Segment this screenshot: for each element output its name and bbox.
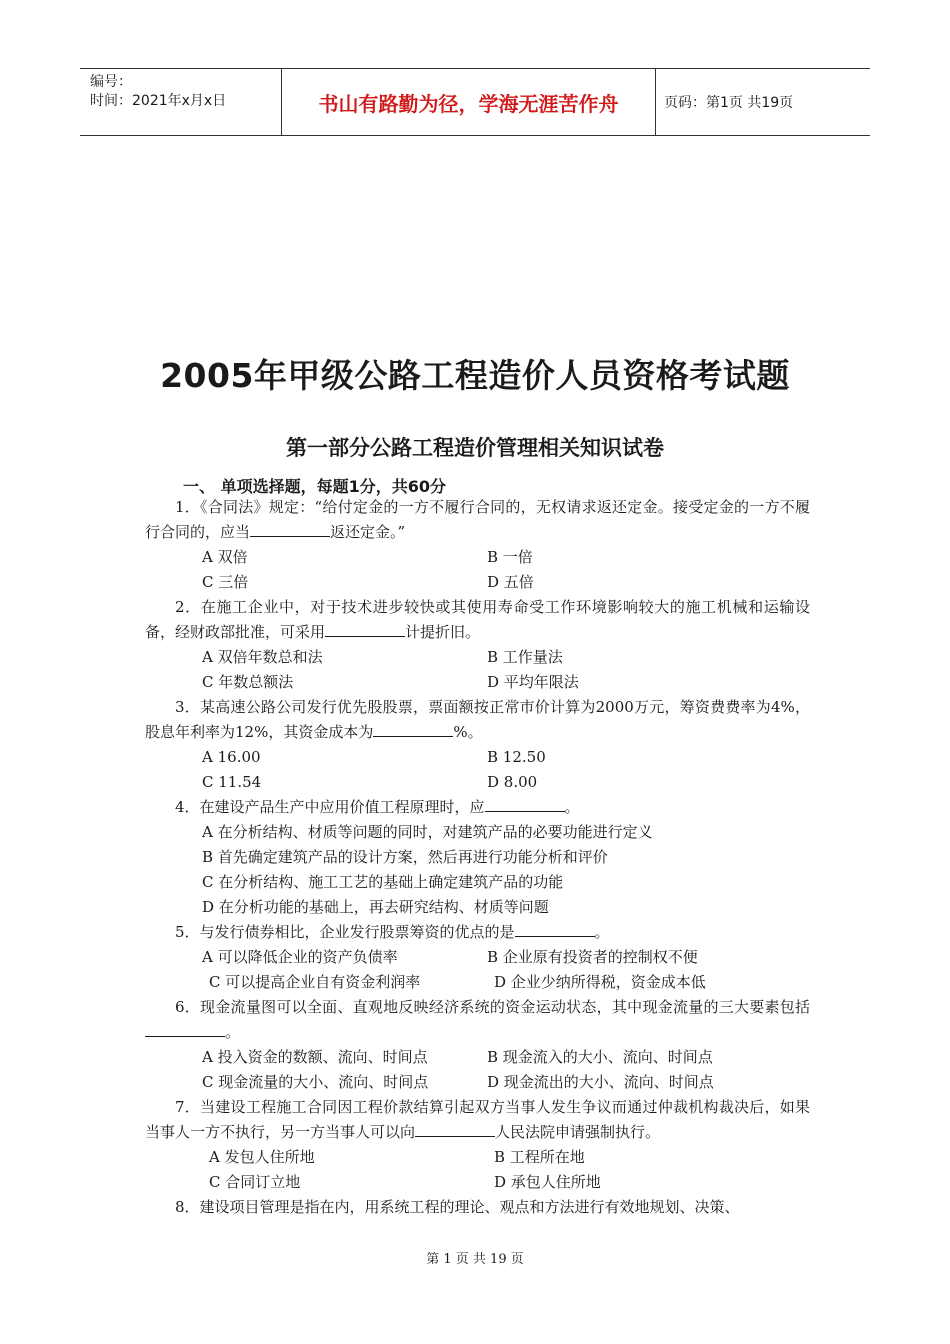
option-row xyxy=(145,1170,810,1195)
option-d: D 五倍 xyxy=(487,573,534,591)
option-row xyxy=(145,745,810,770)
option-c: C 三倍 xyxy=(202,573,249,591)
option-a: A 16.00 xyxy=(202,748,261,766)
option-a: A 双倍 xyxy=(202,548,248,566)
option-c: C 现金流量的大小、流向、时间点 xyxy=(202,1073,429,1091)
answer-blank xyxy=(515,921,595,937)
question-text-end: 。 xyxy=(564,798,580,816)
question-3 xyxy=(145,695,810,745)
option-row xyxy=(145,570,810,595)
option-a: A 在分析结构、材质等问题的同时，对建筑产品的必要功能进行定义 xyxy=(202,823,653,841)
option-c: C 11.54 xyxy=(202,773,262,791)
page-footer: 第 1 页 共 19 页 xyxy=(426,1252,524,1267)
time-label: 时间：2021年x月x日 xyxy=(90,93,227,109)
option-row xyxy=(145,670,810,695)
document-title: 2005年甲级公路工程造价人员资格考试题 xyxy=(160,356,790,395)
question-text: 8．建设项目管理是指在内，用系统工程的理论、观点和方法进行有效地规划、决策、 xyxy=(175,1198,740,1216)
option-b: B 工程所在地 xyxy=(494,1148,585,1166)
option-d: D 平均年限法 xyxy=(487,673,579,691)
question-text-end: 。 xyxy=(225,1023,241,1041)
question-list xyxy=(145,495,810,1220)
question-5 xyxy=(145,920,810,945)
option-d: D 现金流出的大小、流向、时间点 xyxy=(487,1073,714,1091)
option-d: D 8.00 xyxy=(487,773,538,791)
option-d: D 企业少纳所得税，资金成本低 xyxy=(494,973,706,991)
option-row xyxy=(145,945,810,970)
question-text-end: 计提折旧。 xyxy=(405,623,481,641)
answer-blank xyxy=(373,721,453,737)
option-b: B 工作量法 xyxy=(487,648,563,666)
option-row xyxy=(145,545,810,570)
question-text: 5．与发行债券相比，企业发行股票筹资的优点的是 xyxy=(175,923,515,941)
option-row xyxy=(145,645,810,670)
question-text-end: 返还定金。” xyxy=(330,523,406,541)
option-b: B 现金流入的大小、流向、时间点 xyxy=(487,1048,713,1066)
option-c: C 可以提高企业自有资金利润率 xyxy=(209,973,421,991)
question-text-end: 人民法院申请强制执行。 xyxy=(495,1123,661,1141)
question-text: 6．现金流量图可以全面、直观地反映经济系统的资金运动状态，其中现金流量的三大要素包括 xyxy=(175,998,810,1016)
header-info-cell xyxy=(80,69,282,135)
motto: 书山有路勤为径，学海无涯苦作舟 xyxy=(282,69,656,135)
option-a: A 投入资金的数额、流向、时间点 xyxy=(202,1048,428,1066)
page-info: 页码：第1页 共19页 xyxy=(664,95,794,111)
option-d: D 在分析功能的基础上，再去研究结构、材质等问题 xyxy=(202,898,549,916)
option-a: A 可以降低企业的资产负债率 xyxy=(202,948,398,966)
answer-blank xyxy=(250,521,330,537)
option-row xyxy=(145,770,810,795)
answer-blank xyxy=(415,1121,495,1137)
section-heading: 一、 单项选择题，每题1分，共60分 xyxy=(183,477,446,496)
option-a: A 发包人住所地 xyxy=(209,1148,315,1166)
question-text: 1．《合同法》规定：“给付定金的一方不履行合同的，无权请求返还定金。接受定金的一方不履行合同的，应当 xyxy=(145,498,810,541)
question-4 xyxy=(145,795,810,820)
question-text-end: %。 xyxy=(453,723,483,741)
question-text: 2．在施工企业中，对于技术进步较快或其使用寿命受工作环境影响较大的施工机械和运输设备，经财政部批准，可采用 xyxy=(145,598,810,641)
question-text: 7．当建设工程施工合同因工程价款结算引起双方当事人发生争议而通过仲裁机构裁决后，如果当事人一方不执行，另一方当事人可以向 xyxy=(145,1098,810,1141)
answer-blank xyxy=(325,621,405,637)
option-a: A 双倍年数总和法 xyxy=(202,648,323,666)
option-b: B 企业原有投资者的控制权不便 xyxy=(487,948,698,966)
option-row xyxy=(145,1070,810,1095)
option-row xyxy=(145,1045,810,1070)
header-table xyxy=(80,68,870,136)
question-text: 3．某高速公路公司发行优先股股票，票面额按正常市价计算为2000万元，筹资费费率为4%，股息年利率为12%，其资金成本为 xyxy=(145,698,810,741)
option-b: B 12.50 xyxy=(487,748,546,766)
question-text: 4．在建设产品生产中应用价值工程原理时，应 xyxy=(175,798,485,816)
option-c: C 在分析结构、施工工艺的基础上确定建筑产品的功能 xyxy=(202,873,564,891)
option-c: C 合同订立地 xyxy=(209,1173,301,1191)
option-row xyxy=(145,970,810,995)
answer-blank xyxy=(145,1021,225,1037)
question-2 xyxy=(145,595,810,645)
option-row xyxy=(145,1145,810,1170)
number-label: 编号： xyxy=(90,74,132,90)
question-1 xyxy=(145,495,810,545)
question-6 xyxy=(145,995,810,1045)
option-c: C 年数总额法 xyxy=(202,673,294,691)
question-text-end: 。 xyxy=(594,923,610,941)
document-subtitle: 第一部分公路工程造价管理相关知识试卷 xyxy=(286,436,664,460)
question-7 xyxy=(145,1095,810,1145)
option-b: B 一倍 xyxy=(487,548,533,566)
answer-blank xyxy=(485,796,565,812)
question-8 xyxy=(145,1195,810,1220)
option-b: B 首先确定建筑产品的设计方案，然后再进行功能分析和评价 xyxy=(202,848,608,866)
option-d: D 承包人住所地 xyxy=(494,1173,601,1191)
